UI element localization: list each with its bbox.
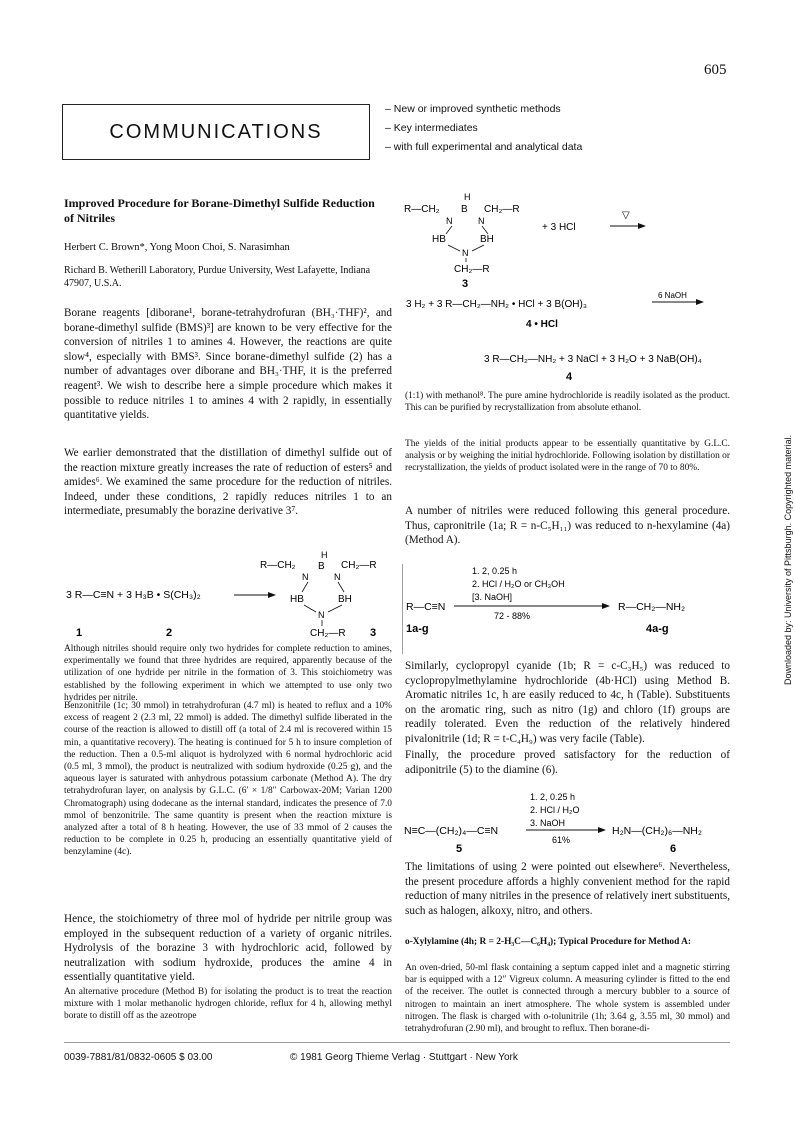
ring-bond — [304, 605, 316, 612]
scheme2-n-left: N — [446, 216, 453, 226]
section-banner-title: COMMUNICATIONS — [109, 121, 323, 143]
footer-issn: 0039-7881/81/0832-0605 $ 03.00 — [64, 1052, 213, 1063]
scheme4-step-1: 1. 2, 0.25 h — [530, 792, 576, 802]
col2-paragraph-3: Finally, the procedure proved satisfactory for the reduction of adiponitrile (5) to the diamine (6). — [405, 749, 730, 776]
scheme1-r-top-left: R—CH₂ — [260, 560, 296, 571]
scheme-4 — [402, 788, 732, 858]
scheme2-r-top-left: R—CH₂ — [404, 204, 440, 215]
scheme1-r-bottom: CH₂—R — [310, 628, 346, 639]
scheme2-condition: 6 NaOH — [658, 291, 687, 300]
scheme2-label-3: 3 — [462, 278, 469, 290]
scheme4-step-2: 2. HCl / H₂O — [530, 805, 580, 815]
scheme3-product: R—CH₂—NH₂ — [618, 601, 686, 613]
scheme2-r-bottom: CH₂—R — [454, 264, 490, 275]
scheme1-hb: HB — [290, 594, 304, 605]
scheme4-step-3: 3. NaOH — [530, 818, 566, 828]
scheme1-b-top: B — [318, 561, 325, 572]
scheme3-step-1: 1. 2, 0.25 h — [472, 566, 518, 576]
ring-bond — [448, 245, 460, 251]
footer-divider — [64, 1042, 730, 1043]
col1-paragraph-1: Borane reagents [diborane¹, borane-tetrahydrofuran (BH₃·THF)², and borane-dimethyl sulfide (BMS)³] are known to be very effective for the conversion of nitriles 1 to amines 4. However, the reactions are quite slow⁴, especially with BMS³. Since borane-dimethyl sulfide (2) has a number of advantages over diborane and BH₃·THF, it is the preferred reagent³. We wish to describe here a simple procedure which makes it possible to reduce nitriles 1 to amines 4 with 2 rapidly, in essentially quantitative yields. — [64, 307, 392, 422]
scheme1-r-top-right: CH₂—R — [341, 560, 377, 571]
scheme1-label-1: 1 — [76, 627, 83, 639]
scheme1-n-bottom: N — [318, 610, 325, 620]
footer-copyright: © 1981 Georg Thieme Verlag · Stuttgart · New York — [290, 1052, 518, 1063]
scheme2-arrowhead-1 — [638, 223, 646, 229]
feature-item: – Key intermediates — [385, 119, 582, 138]
scheme4-reactant: N≡C—(CH₂)₄—C≡N — [404, 825, 499, 837]
scheme-1 — [62, 538, 392, 642]
scheme4-arrowhead — [598, 827, 606, 833]
ring-bond — [328, 605, 342, 612]
ring-bond — [302, 582, 308, 592]
col1-small-1: Although nitriles should require only two hydrides for complete reduction to amines, experimentally we found that three hydrides are required, apparently because of the utilization of one hydride per nitrile in the formation of 3. This stoichiometry was established by the following experiment in which we attempted to use only two hydrides per nitrile. — [64, 644, 392, 703]
scheme-2 — [402, 190, 732, 382]
feature-item: – New or improved synthetic methods — [385, 100, 582, 119]
ring-bond — [446, 226, 452, 234]
ring-bond — [472, 245, 484, 251]
scheme2-hb: HB — [432, 234, 446, 245]
scheme1-arrowhead — [268, 592, 276, 598]
scheme1-label-3: 3 — [370, 627, 377, 639]
col2-paragraph-2: Similarly, cyclopropyl cyanide (1b; R = c-C₃H₅) was reduced to cyclopropylmethylamine hydrochloride (4b·HCl) using Method B. Aromatic nitriles 1c, h are easily reduced to 4c, h (Table). Substituents on the aromatic ring, such as nitro (1g) and chloro (1f) groups are readily tolerated. Even the reduction of the relatively hindered pivalonitrile (1d; R = t-C₄H₉) was very facile (Table). — [405, 660, 730, 745]
col2-experimental-heading: o-Xylylamine (4h; R = 2-H₃C—C₆H₄); Typical Procedure for Method A: — [405, 937, 692, 947]
col1-paragraph-2: We earlier demonstrated that the distillation of dimethyl sulfide out of the reaction mixture greatly increases the rate of reduction of esters⁵ and amides⁶. We examined the same procedure for the reduction of nitriles. Indeed, under these conditions, 2 rapidly reduces nitriles 1 to an intermediate, presumably the borazine derivative 3⁷. — [64, 447, 392, 518]
scheme2-r-top-right: CH₂—R — [484, 204, 520, 215]
col2-paragraph-1: A number of nitriles were reduced following this general procedure. Thus, capronitrile (1a; R = n-C₅H₁₁) was reduced to n-hexylamine (4a) (Method A). — [405, 505, 730, 547]
scheme3-reactant: R—C≡N — [406, 601, 446, 613]
col2-small-2: The yields of the initial products appear to be essentially quantitative by G.L.C. analysis or by weighing the initial hydrochloride. Following isolation by distillation or recrystallization, the yields of product isolated were in the range of 70 to 80%. — [405, 439, 730, 474]
ring-bond — [482, 226, 488, 234]
scheme-3 — [402, 556, 732, 660]
article-title: Improved Procedure for Borane-Dimethyl Sulfide Reduction of Nitriles — [64, 196, 375, 225]
section-banner — [62, 104, 370, 160]
scheme4-product: H₂N—(CH₂)₆—NH₂ — [612, 825, 702, 837]
scheme4-label-reactant: 5 — [456, 843, 463, 855]
scheme2-n-bottom: N — [462, 248, 469, 258]
ring-bond — [338, 582, 344, 592]
scheme1-bh: BH — [338, 594, 352, 605]
scheme3-yield: 72 - 88% — [494, 611, 531, 621]
col1-paragraph-3: Hence, the stoichiometry of three mol of hydride per nitrile group was employed in the subsequent reduction of a variety of organic nitriles. Hydrolysis of the borazine 3 with hydrochloric acid, followed by neutralization with sodium hydroxide, produces the amine 4 in essentially quantitative yield. — [64, 913, 392, 984]
col2-experimental-body: An oven-dried, 50-ml flask containing a septum capped inlet and a magnetic stirring bar is equipped with a 12″ Vigreux column. A measuring cylinder is fitted to the end of the receiver. The outlet is connected through a mercury bubbler to a source of nitrogen to maintain an inert atmosphere. The whole system is assembled under nitrogen. The flask is charged with o-tolunitrile (1h; 3.64 g, 3.55 ml, 30 mmol) and tetrahydrofuran (2.90 ml), and brought to reflux. Then borane-di- — [405, 963, 730, 1035]
scheme3-label-reactant: 1a-g — [406, 623, 429, 635]
scheme2-n-right: N — [478, 216, 485, 226]
scheme1-n-right: N — [334, 572, 341, 582]
scheme2-bh: BH — [480, 234, 494, 245]
scheme2-heat-symbol: ▽ — [622, 210, 630, 221]
article-authors: Herbert C. Brown*, Yong Moon Choi, S. Narasimhan — [64, 242, 290, 253]
scheme4-label-product: 6 — [670, 843, 677, 855]
scheme4-yield: 61% — [552, 835, 571, 845]
scheme1-n-left: N — [302, 572, 309, 582]
col2-small-1: (1:1) with methanol⁸. The pure amine hydrochloride is readily isolated as the product. This can be purified by recrystallization from absolute ethanol. — [405, 391, 730, 414]
scheme1-label-2: 2 — [166, 627, 173, 639]
page-number: 605 — [704, 62, 727, 78]
scheme2-line-2: 3 H₂ + 3 R—CH₂—NH₂ • HCl + 3 B(OH)₃ — [406, 299, 587, 310]
scheme2-label-4: 4 — [566, 371, 573, 382]
scheme2-line-3: 3 R—CH₂—NH₂ + 3 NaCl + 3 H₂O + 3 NaB(OH)₄ — [484, 354, 702, 365]
col1-small-3: An alternative procedure (Method B) for isolating the product is to treat the reaction mixture with 1 molar methanolic hydrogen chloride, reflux for 4 h, allowing methyl borate to distill off as the azeotrope — [64, 987, 392, 1022]
scheme2-h: H — [464, 192, 471, 202]
col1-small-2: Benzonitrile (1c; 30 mmol) in tetrahydrofuran (4.7 ml) is heated to reflux and a 10% excess of reagent 2 (2.3 ml, 22 mmol) is added. The dimethyl sulfide liberated in the course of the reaction is allowed to distill off (a total of 2.4 ml is recovered within 15 min, a quantitative recovery). The heating is continued for 5 h to insure completion of the reduction. Then a 0.5-ml aliquot is hydrolyzed with 6 normal hydrochloric acid (0.5 ml, 3 mmol), the product is neutralized with sodium hydroxide (0.25 g), and the aqueous layer is saturated with anhydrous potassium carbonate (Method A). The dry tetrahydrofuran layer, on analysis by G.L.C. (6′ × 1/8″ Carbowax-20M; Varian 1200 Chromatograph) using dodecane as the internal standard, indicates the presence of 7.0 mmol of benzonitrile. The same quantity is present when the reaction mixture is analyzed after a total of 8 h heating. However, the use of 33 mmol of 2 causes the reduction to be complete in 0.25 h, producing an essentially quantitative yield of benzylamine (4c). — [64, 701, 392, 858]
scheme3-step-3: [3. NaOH] — [472, 592, 513, 602]
scheme2-arrowhead-2 — [696, 299, 704, 305]
scheme1-h: H — [321, 550, 328, 560]
download-notice: Downloaded by: University of Pittsburgh. Copyrighted material. — [783, 434, 793, 685]
scheme3-arrowhead — [602, 603, 610, 609]
scheme3-label-product: 4a-g — [646, 623, 669, 635]
scheme1-reactants: 3 R—C≡N + 3 H₃B • S(CH₃)₂ — [66, 589, 201, 601]
scheme2-label-4hcl: 4 • HCl — [526, 319, 558, 330]
feature-list — [385, 100, 582, 157]
feature-item: – with full experimental and analytical data — [385, 138, 582, 157]
scheme2-b-top: B — [461, 204, 468, 215]
scheme3-step-2: 2. HCl / H₂O or CH₃OH — [472, 579, 565, 589]
article-affiliation: Richard B. Wetherill Laboratory, Purdue University, West Lafayette, Indiana 47907, U.S.A. — [64, 265, 371, 289]
scheme2-plus-hcl: + 3 HCl — [542, 222, 576, 233]
col2-paragraph-4: The limitations of using 2 were pointed out elsewhere⁶. Nevertheless, the present procedure affords a highly convenient method for the rapid reduction of many nitriles in the presence of relatively inert substituents, such as halogen, alkoxy, nitro, and others. — [405, 861, 730, 917]
